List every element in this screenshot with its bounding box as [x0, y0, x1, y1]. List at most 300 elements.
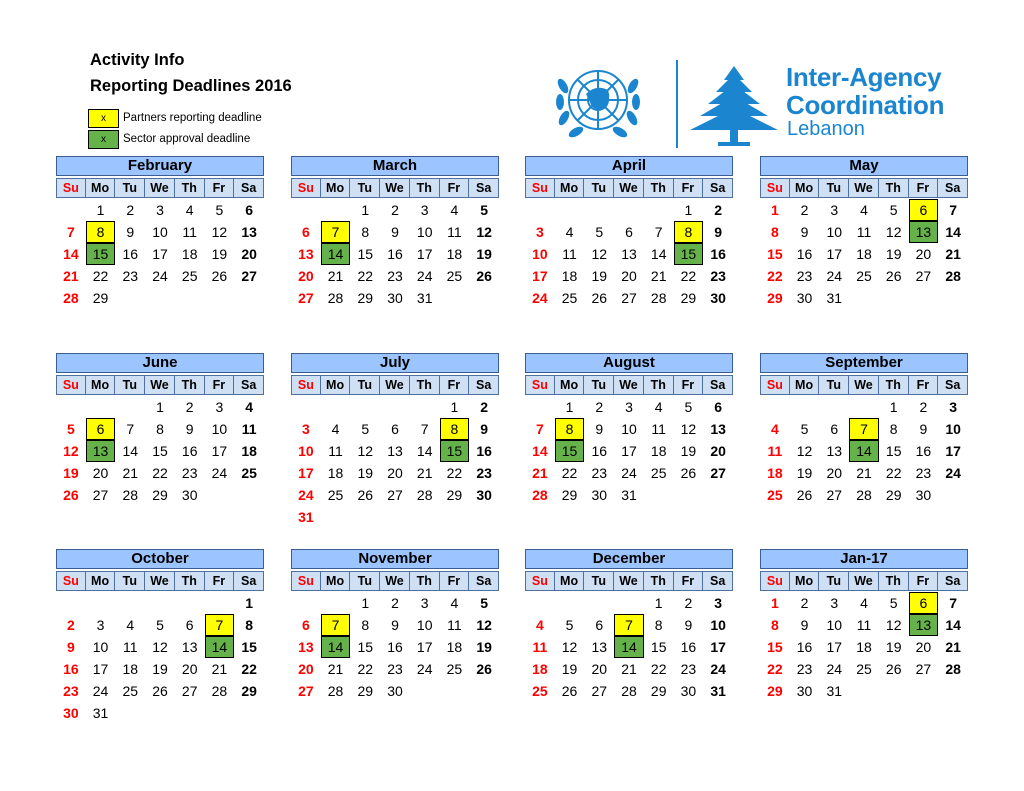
logo-divider — [676, 60, 678, 148]
day-cell: 18 — [181, 246, 198, 262]
day-cell: 29 — [650, 683, 667, 699]
weekday-label: Th — [174, 571, 205, 591]
day-blank — [760, 396, 790, 418]
day-cell: 30 — [387, 290, 403, 306]
weekday-label: Tu — [349, 375, 380, 395]
day-cell: 17 — [710, 639, 726, 655]
day-cell: 11 — [328, 443, 343, 459]
day-cell: 23 — [796, 268, 813, 284]
day-cell: 22 — [446, 465, 463, 481]
day-cell: 24 — [416, 268, 433, 284]
day-cell: 25 — [532, 683, 548, 699]
day-cell: 14 — [945, 224, 961, 240]
weekday-label: Tu — [818, 178, 849, 198]
day-cell: 28 — [416, 487, 433, 503]
day-cell: 13 — [241, 224, 257, 240]
day-grid — [760, 592, 968, 702]
weekday-label: Su — [56, 375, 86, 395]
weekday-label: We — [613, 375, 644, 395]
day-cell: 21 — [416, 465, 433, 481]
weekday-label: Fr — [439, 178, 470, 198]
day-cell: 6 — [595, 617, 604, 633]
day-cell: 15 — [152, 443, 168, 459]
weekday-label: Tu — [349, 178, 380, 198]
day-cell: 30 — [63, 705, 79, 721]
day-cell: 21 — [945, 639, 961, 655]
day-cell: 6 — [185, 617, 194, 633]
day-cell: 4 — [654, 399, 663, 415]
weekday-label: Fr — [439, 571, 470, 591]
day-cell: 30 — [181, 487, 198, 503]
weekday-label: Sa — [233, 375, 264, 395]
day-cell: 3 — [949, 399, 958, 415]
month-calendar — [56, 549, 264, 724]
day-cell: 5 — [66, 421, 75, 437]
month-title: October — [56, 549, 264, 569]
day-cell: 2 — [66, 617, 75, 633]
weekday-label: We — [848, 571, 879, 591]
day-cell: 17 — [621, 443, 637, 459]
day-cell: 6 — [245, 202, 254, 218]
day-cell: 10 — [211, 421, 228, 437]
day-cell: 28 — [327, 683, 344, 699]
day-cell: 24 — [92, 683, 109, 699]
logo-line3: Lebanon — [787, 118, 865, 140]
legend-sector-swatch: x — [88, 130, 119, 149]
day-cell: 24 — [416, 661, 433, 677]
sector-deadline-day: 15 — [440, 440, 470, 462]
day-cell: 4 — [450, 595, 459, 611]
day-cell: 26 — [591, 290, 608, 306]
month-title: July — [291, 353, 499, 373]
day-cell: 29 — [767, 290, 783, 306]
day-blank — [321, 199, 351, 221]
day-cell: 11 — [651, 421, 666, 437]
day-cell: 2 — [480, 399, 489, 415]
day-cell: 9 — [919, 421, 928, 437]
legend-partners-label: Partners reporting deadline — [123, 112, 262, 124]
day-cell: 4 — [185, 202, 194, 218]
partner-deadline-day: 6 — [86, 418, 116, 440]
day-cell: 13 — [591, 639, 608, 655]
weekday-label: Su — [525, 375, 555, 395]
day-cell: 8 — [889, 421, 898, 437]
day-cell: 12 — [476, 617, 492, 633]
weekday-label: Tu — [114, 178, 145, 198]
day-cell: 19 — [885, 639, 902, 655]
weekday-label: Fr — [204, 375, 235, 395]
day-cell: 14 — [532, 443, 548, 459]
day-cell: 1 — [770, 595, 779, 611]
day-cell: 18 — [767, 465, 783, 481]
day-cell: 14 — [122, 443, 139, 459]
page-title-line1: Activity Info — [90, 51, 185, 69]
day-blank — [525, 592, 555, 614]
legend-partners — [88, 108, 262, 128]
partner-deadline-day: 7 — [321, 614, 351, 636]
day-cell: 7 — [535, 421, 544, 437]
weekday-header — [291, 571, 499, 591]
day-cell: 12 — [796, 443, 813, 459]
day-cell: 20 — [826, 465, 843, 481]
day-cell: 3 — [830, 595, 839, 611]
day-cell: 18 — [446, 639, 463, 655]
day-cell: 17 — [826, 639, 843, 655]
month-title: December — [525, 549, 733, 569]
day-cell: 26 — [152, 683, 168, 699]
day-blank — [56, 592, 86, 614]
day-cell: 17 — [532, 268, 548, 284]
day-cell: 16 — [680, 639, 697, 655]
day-cell: 13 — [181, 639, 198, 655]
day-blank — [819, 396, 849, 418]
month-title: August — [525, 353, 733, 373]
day-cell: 13 — [621, 246, 637, 262]
day-cell: 25 — [122, 683, 139, 699]
month-calendar — [291, 549, 499, 702]
day-cell: 20 — [298, 661, 314, 677]
day-cell: 19 — [561, 661, 578, 677]
day-cell: 30 — [476, 487, 492, 503]
day-cell: 11 — [856, 224, 872, 240]
day-cell: 16 — [915, 443, 932, 459]
day-cell: 25 — [767, 487, 783, 503]
day-cell: 10 — [298, 443, 314, 459]
sector-deadline-day: 14 — [849, 440, 879, 462]
day-cell: 31 — [710, 683, 726, 699]
day-grid — [56, 592, 264, 724]
day-cell: 5 — [889, 202, 898, 218]
day-cell: 26 — [680, 465, 697, 481]
day-cell: 24 — [152, 268, 168, 284]
day-cell: 20 — [181, 661, 198, 677]
weekday-header — [525, 375, 733, 395]
weekday-label: Mo — [85, 571, 116, 591]
weekday-label: Fr — [204, 571, 235, 591]
weekday-label: We — [379, 571, 410, 591]
day-cell: 18 — [856, 639, 872, 655]
day-cell: 2 — [185, 399, 194, 415]
day-cell: 27 — [591, 683, 608, 699]
weekday-label: Sa — [702, 375, 733, 395]
day-cell: 8 — [770, 224, 779, 240]
weekday-label: Mo — [789, 178, 820, 198]
weekday-label: Th — [643, 375, 674, 395]
month-calendar — [760, 156, 968, 309]
day-cell: 8 — [361, 617, 370, 633]
weekday-label: Sa — [937, 375, 968, 395]
day-cell: 31 — [92, 705, 109, 721]
day-blank — [56, 396, 86, 418]
day-cell: 28 — [650, 290, 667, 306]
day-cell: 19 — [680, 443, 697, 459]
weekday-label: Mo — [85, 375, 116, 395]
day-cell: 28 — [856, 487, 872, 503]
day-cell: 22 — [152, 465, 168, 481]
day-cell: 22 — [885, 465, 902, 481]
day-cell: 30 — [680, 683, 697, 699]
weekday-label: Mo — [554, 375, 585, 395]
day-cell: 4 — [860, 202, 868, 218]
day-cell: 3 — [535, 224, 544, 240]
day-cell: 25 — [181, 268, 198, 284]
weekday-label: Th — [878, 178, 909, 198]
day-blank — [584, 592, 614, 614]
day-blank — [555, 592, 585, 614]
day-cell: 2 — [126, 202, 135, 218]
day-cell: 23 — [387, 661, 403, 677]
day-cell: 15 — [357, 639, 374, 655]
day-cell: 9 — [800, 617, 809, 633]
day-cell: 28 — [63, 290, 79, 306]
day-cell: 21 — [532, 465, 548, 481]
sector-deadline-day: 14 — [321, 636, 351, 658]
day-cell: 29 — [680, 290, 697, 306]
day-cell: 23 — [591, 465, 608, 481]
day-grid — [291, 199, 499, 309]
day-cell: 26 — [796, 487, 813, 503]
day-cell: 14 — [63, 246, 79, 262]
day-cell: 21 — [211, 661, 228, 677]
day-cell: 21 — [945, 246, 961, 262]
day-cell: 8 — [245, 617, 254, 633]
day-cell: 16 — [387, 246, 403, 262]
day-cell: 25 — [856, 268, 872, 284]
day-cell: 18 — [561, 268, 578, 284]
partner-deadline-day: 8 — [555, 418, 585, 440]
day-cell: 9 — [714, 224, 723, 240]
day-cell: 3 — [96, 617, 105, 633]
day-blank — [175, 592, 205, 614]
weekday-label: Sa — [468, 375, 499, 395]
day-cell: 30 — [387, 683, 403, 699]
day-cell: 4 — [245, 399, 254, 415]
day-blank — [115, 396, 145, 418]
weekday-label: Su — [291, 571, 321, 591]
weekday-label: Sa — [233, 178, 264, 198]
day-cell: 24 — [621, 465, 637, 481]
weekday-header — [760, 178, 968, 198]
day-cell: 11 — [182, 224, 197, 240]
day-cell: 4 — [565, 224, 574, 240]
month-title: May — [760, 156, 968, 176]
partner-deadline-day: 7 — [614, 614, 644, 636]
day-cell: 14 — [650, 246, 667, 262]
day-cell: 15 — [767, 246, 783, 262]
weekday-label: Tu — [349, 571, 380, 591]
partner-deadline-day: 8 — [674, 221, 704, 243]
day-cell: 19 — [152, 661, 168, 677]
weekday-header — [760, 375, 968, 395]
day-cell: 2 — [595, 399, 604, 415]
day-cell: 3 — [420, 202, 429, 218]
day-cell: 4 — [860, 595, 868, 611]
day-cell: 10 — [826, 224, 843, 240]
sector-deadline-day: 15 — [555, 440, 585, 462]
day-blank — [614, 592, 644, 614]
partner-deadline-day: 6 — [909, 199, 939, 221]
day-cell: 18 — [241, 443, 257, 459]
day-cell: 20 — [387, 465, 403, 481]
day-cell: 13 — [826, 443, 843, 459]
day-cell: 28 — [945, 268, 961, 284]
weekday-label: Tu — [583, 178, 614, 198]
partner-deadline-day: 6 — [909, 592, 939, 614]
month-calendar — [760, 549, 968, 702]
day-cell: 5 — [480, 202, 489, 218]
legend-partners-swatch: x — [88, 109, 119, 128]
partner-deadline-day: 8 — [86, 221, 116, 243]
day-blank — [380, 396, 410, 418]
weekday-label: Mo — [789, 375, 820, 395]
day-cell: 26 — [211, 268, 228, 284]
weekday-label: Fr — [908, 178, 939, 198]
day-cell: 7 — [66, 224, 75, 240]
weekday-label: Fr — [908, 375, 939, 395]
month-title: November — [291, 549, 499, 569]
weekday-label: Fr — [673, 571, 704, 591]
day-cell: 9 — [391, 617, 399, 633]
weekday-header — [525, 178, 733, 198]
day-blank — [115, 592, 145, 614]
day-cell: 19 — [476, 246, 492, 262]
day-grid — [291, 592, 499, 702]
day-cell: 17 — [298, 465, 314, 481]
day-cell: 30 — [796, 683, 813, 699]
day-cell: 2 — [919, 399, 928, 415]
weekday-label: Tu — [114, 375, 145, 395]
weekday-label: Su — [525, 571, 555, 591]
day-cell: 16 — [63, 661, 79, 677]
day-cell: 15 — [357, 246, 374, 262]
weekday-label: Tu — [583, 375, 614, 395]
weekday-label: Fr — [673, 178, 704, 198]
month-calendar — [525, 156, 733, 309]
day-blank — [410, 396, 440, 418]
day-cell: 22 — [767, 268, 783, 284]
day-cell: 27 — [241, 268, 257, 284]
weekday-label: We — [379, 375, 410, 395]
weekday-label: Mo — [554, 178, 585, 198]
day-cell: 13 — [387, 443, 403, 459]
weekday-label: Fr — [204, 178, 235, 198]
day-grid — [291, 396, 499, 528]
day-cell: 25 — [650, 465, 667, 481]
day-cell: 5 — [889, 595, 898, 611]
month-calendar — [291, 353, 499, 528]
day-cell: 8 — [654, 617, 663, 633]
day-grid — [56, 199, 264, 309]
day-cell: 4 — [450, 202, 459, 218]
legend-sector-label: Sector approval deadline — [123, 133, 251, 145]
weekday-label: Th — [174, 375, 205, 395]
day-cell: 3 — [301, 421, 310, 437]
day-cell: 24 — [298, 487, 314, 503]
day-blank — [291, 592, 321, 614]
weekday-label: Mo — [85, 178, 116, 198]
day-cell: 23 — [181, 465, 198, 481]
day-cell: 20 — [92, 465, 109, 481]
weekday-label: Sa — [233, 571, 264, 591]
day-blank — [644, 199, 674, 221]
day-cell: 14 — [416, 443, 433, 459]
day-cell: 24 — [826, 661, 843, 677]
day-cell: 4 — [535, 617, 544, 633]
day-cell: 24 — [945, 465, 961, 481]
day-cell: 10 — [532, 246, 548, 262]
sector-deadline-day: 14 — [614, 636, 644, 658]
sector-deadline-day: 14 — [205, 636, 235, 658]
weekday-label: Sa — [468, 178, 499, 198]
day-cell: 24 — [211, 465, 228, 481]
day-cell: 5 — [595, 224, 604, 240]
day-cell: 1 — [654, 595, 663, 611]
day-cell: 9 — [684, 617, 693, 633]
day-cell: 1 — [889, 399, 898, 415]
day-cell: 5 — [156, 617, 164, 633]
day-cell: 28 — [327, 290, 344, 306]
day-cell: 8 — [156, 421, 164, 437]
day-cell: 15 — [241, 639, 257, 655]
day-cell: 23 — [710, 268, 726, 284]
day-cell: 29 — [446, 487, 463, 503]
day-cell: 30 — [710, 290, 726, 306]
day-cell: 16 — [476, 443, 492, 459]
day-cell: 11 — [447, 224, 462, 240]
day-cell: 6 — [301, 224, 310, 240]
day-cell: 12 — [591, 246, 608, 262]
partner-deadline-day: 7 — [205, 614, 235, 636]
day-cell: 23 — [915, 465, 932, 481]
day-cell: 25 — [446, 268, 463, 284]
day-cell: 12 — [680, 421, 697, 437]
weekday-label: Su — [760, 571, 790, 591]
day-cell: 21 — [856, 465, 872, 481]
day-cell: 26 — [476, 268, 492, 284]
day-cell: 30 — [591, 487, 608, 503]
day-cell: 8 — [770, 617, 779, 633]
weekday-header — [291, 375, 499, 395]
day-blank — [584, 199, 614, 221]
weekday-label: Tu — [818, 571, 849, 591]
day-cell: 22 — [767, 661, 783, 677]
day-cell: 11 — [241, 421, 257, 437]
day-cell: 9 — [185, 421, 194, 437]
sector-deadline-day: 15 — [674, 243, 704, 265]
day-cell: 29 — [767, 683, 783, 699]
month-title: June — [56, 353, 264, 373]
day-cell: 31 — [826, 290, 843, 306]
day-cell: 20 — [915, 246, 932, 262]
day-cell: 3 — [625, 399, 633, 415]
day-cell: 9 — [480, 421, 489, 437]
day-blank — [525, 396, 555, 418]
day-cell: 10 — [92, 639, 109, 655]
day-cell: 12 — [63, 443, 79, 459]
day-cell: 16 — [796, 246, 813, 262]
day-cell: 22 — [680, 268, 697, 284]
day-cell: 9 — [66, 639, 75, 655]
day-cell: 17 — [416, 639, 433, 655]
day-cell: 26 — [885, 268, 902, 284]
day-cell: 9 — [595, 421, 604, 437]
day-cell: 20 — [298, 268, 314, 284]
day-cell: 2 — [391, 595, 399, 611]
day-cell: 26 — [476, 661, 492, 677]
weekday-label: Mo — [320, 178, 351, 198]
day-cell: 19 — [591, 268, 608, 284]
day-cell: 29 — [92, 290, 109, 306]
